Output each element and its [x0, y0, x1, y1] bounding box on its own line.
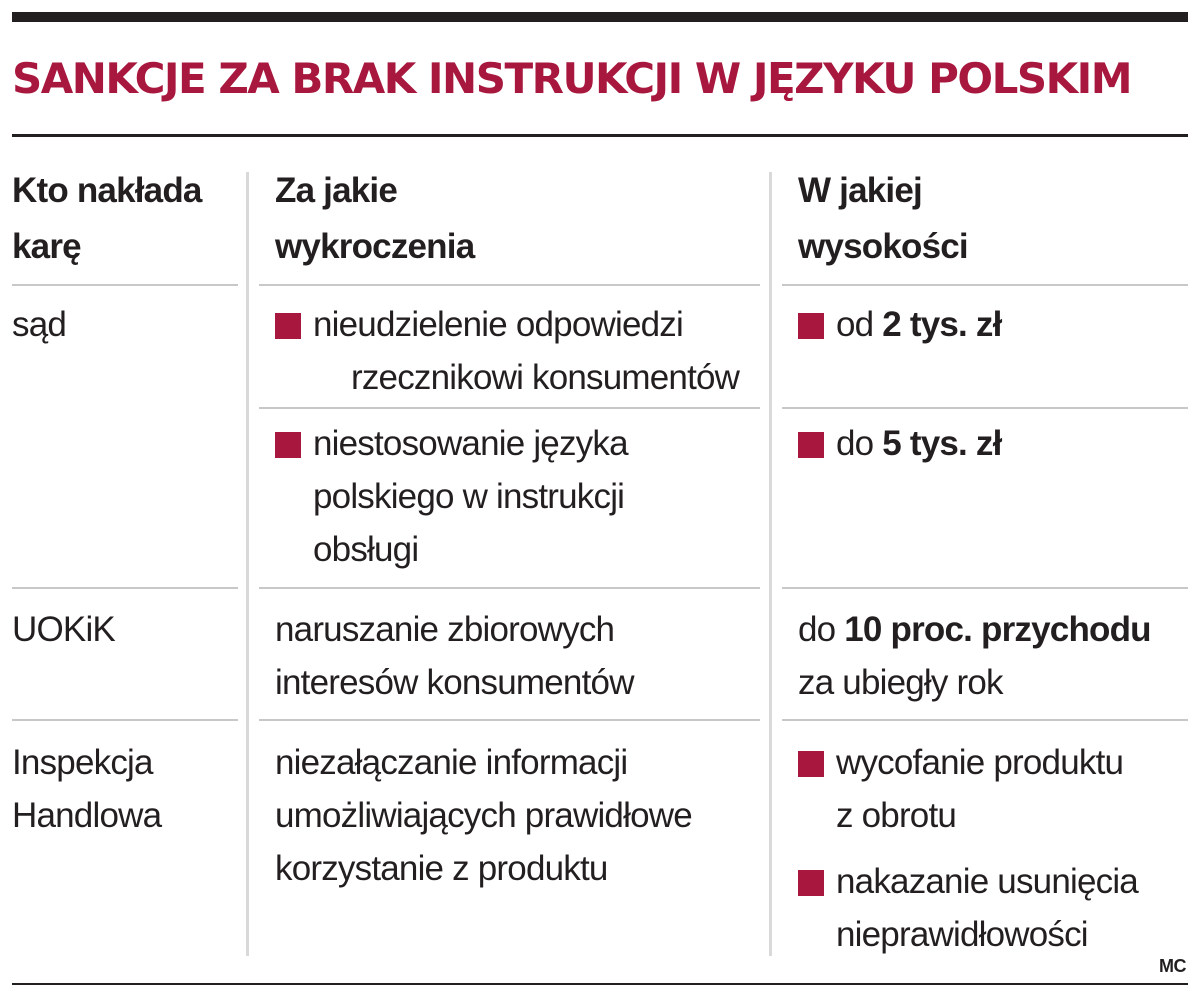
row-divider	[12, 284, 238, 286]
title-rule	[12, 134, 1188, 137]
bullet-square-icon	[275, 432, 301, 458]
row-divider	[259, 719, 760, 721]
row-divider	[782, 587, 1188, 589]
row2-offense: naruszanie zbiorowych interesów konsumentów	[275, 610, 634, 702]
header-offense: Za jakie wykroczenia	[275, 171, 475, 266]
top-rule	[12, 12, 1188, 22]
row1-penalty-2: do 5 tys. zł	[798, 417, 1002, 470]
row3-offense: niezałączanie informacji umożliwiających prawidłowe korzystanie z produktu	[275, 743, 692, 888]
subrow-divider	[259, 407, 760, 409]
row-divider	[259, 284, 760, 286]
subrow-divider	[782, 407, 1188, 409]
row3-who: Inspekcja Handlowa	[12, 743, 162, 835]
author-credit: MC	[1159, 956, 1186, 976]
bullet-square-icon	[798, 313, 824, 339]
header-who: Kto nakłada karę	[12, 171, 202, 266]
row2-who: UOKiK	[12, 610, 115, 649]
row2-penalty: do 10 proc. przychodu za ubiegły rok	[798, 610, 1151, 702]
bullet-square-icon	[275, 313, 301, 339]
row-divider	[12, 587, 238, 589]
row1-penalty-1: od 2 tys. zł	[798, 298, 1002, 351]
column-separator-1	[246, 172, 249, 956]
row1-who: sąd	[12, 305, 67, 344]
bullet-square-icon	[798, 870, 824, 896]
row-divider	[782, 719, 1188, 721]
row-divider	[782, 284, 1188, 286]
column-separator-2	[769, 172, 772, 956]
row3-penalty-1: wycofanie produktu z obrotu	[798, 736, 1123, 842]
row1-offense-1: nieudzielenie odpowiedzi rzecznikowi konsumentów	[275, 298, 739, 404]
row-divider	[259, 587, 760, 589]
bottom-rule	[12, 983, 1188, 985]
bullet-square-icon	[798, 751, 824, 777]
row-divider	[12, 719, 238, 721]
row3-penalty-2: nakazanie usunięcia nieprawidłowości	[798, 855, 1138, 961]
row1-offense-2: niestosowanie języka polskiego w instrukcji obsługi	[275, 417, 628, 576]
infographic-title: SANKCJE ZA BRAK INSTRUKCJI W JĘZYKU POLSKIM	[12, 54, 1132, 103]
header-amount: W jakiej wysokości	[798, 171, 968, 266]
bullet-square-icon	[798, 432, 824, 458]
